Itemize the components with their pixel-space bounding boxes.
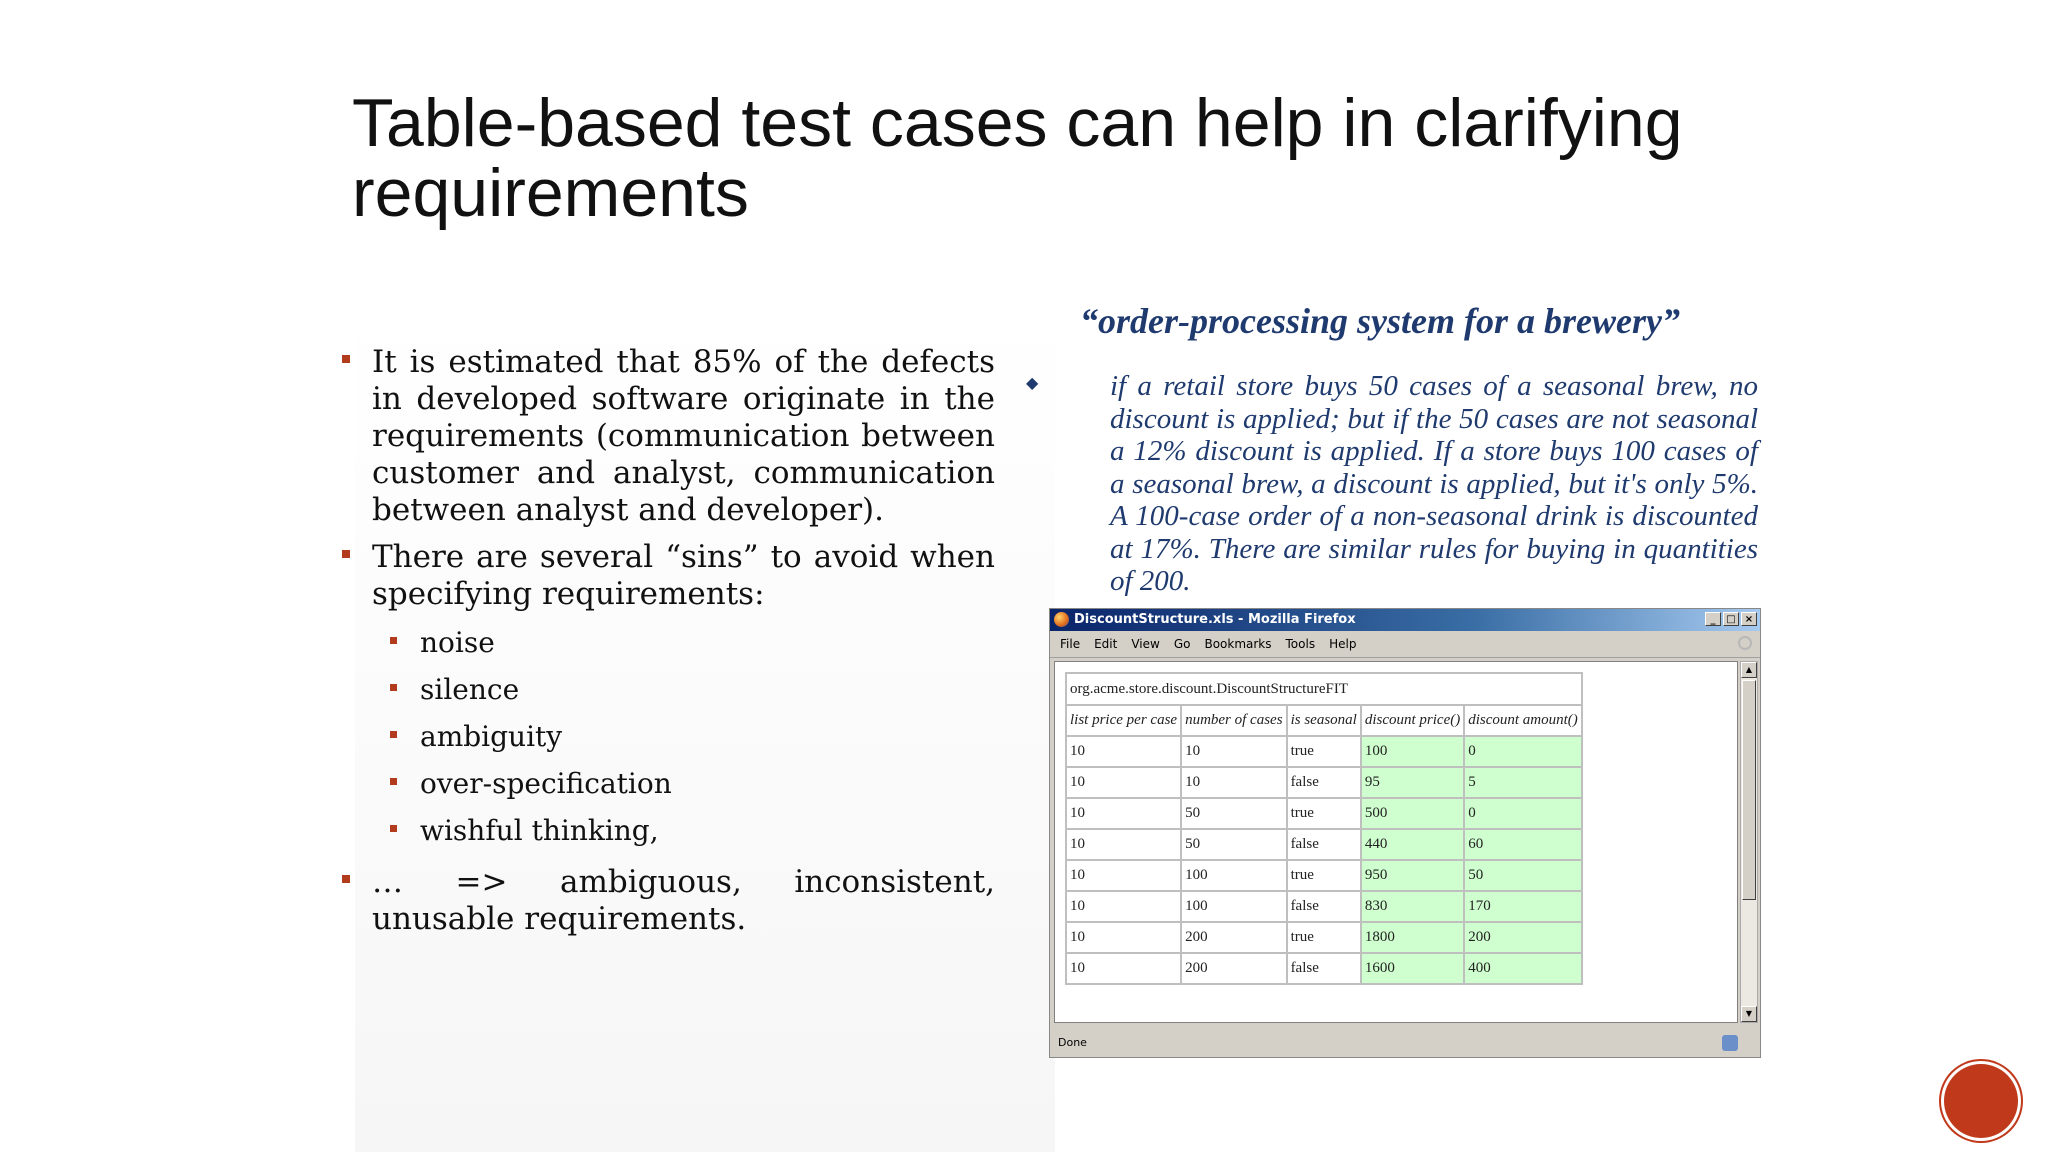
column-header: discount price() xyxy=(1361,705,1464,736)
table-row xyxy=(1066,829,1582,860)
pass-cell: 50 xyxy=(1464,860,1582,891)
bullet-list xyxy=(340,344,995,948)
cell: true xyxy=(1287,736,1361,767)
browser-titlebar[interactable] xyxy=(1050,609,1760,631)
throbber-icon xyxy=(1738,636,1752,650)
vertical-scrollbar[interactable] xyxy=(1740,661,1758,1023)
column-header: list price per case xyxy=(1066,705,1181,736)
table-header-row xyxy=(1066,705,1582,736)
firefox-icon xyxy=(1054,612,1069,627)
browser-statusbar xyxy=(1050,1029,1760,1057)
pass-cell: 1800 xyxy=(1361,922,1464,953)
pass-cell: 100 xyxy=(1361,736,1464,767)
bullet-sins xyxy=(340,539,995,854)
browser-menubar xyxy=(1050,631,1760,658)
bullet-defects-text: It is estimated that 85% of the defects in developed software originate in the requirements (communication between customer and analyst, communication between analyst and developer). xyxy=(372,344,995,528)
sin-item: ambiguity xyxy=(372,713,995,760)
sin-item: over-specification xyxy=(372,760,995,807)
cell: 200 xyxy=(1181,953,1287,984)
cell: true xyxy=(1287,922,1361,953)
cell: 200 xyxy=(1181,922,1287,953)
bullet-conclusion xyxy=(340,864,995,938)
pass-cell: 400 xyxy=(1464,953,1582,984)
table-row xyxy=(1066,922,1582,953)
sin-item: wishful thinking, xyxy=(372,807,995,854)
scroll-up-icon[interactable]: ▲ xyxy=(1741,662,1757,678)
browser-window xyxy=(1049,608,1761,1058)
cell: true xyxy=(1287,860,1361,891)
sin-item: silence xyxy=(372,666,995,713)
menu-view[interactable]: View xyxy=(1131,637,1160,651)
minimize-icon[interactable]: _ xyxy=(1705,612,1721,626)
pass-cell: 170 xyxy=(1464,891,1582,922)
menu-go[interactable]: Go xyxy=(1173,637,1191,651)
table-row xyxy=(1066,798,1582,829)
column-header: number of cases xyxy=(1181,705,1287,736)
scroll-thumb[interactable] xyxy=(1742,680,1756,900)
cell: true xyxy=(1287,798,1361,829)
fixture-name: org.acme.store.discount.DiscountStructureFIT xyxy=(1066,673,1582,705)
scroll-down-icon[interactable]: ▼ xyxy=(1741,1006,1757,1022)
brewery-subtitle: “order-processing system for a brewery” xyxy=(1080,301,1680,341)
pass-cell: 500 xyxy=(1361,798,1464,829)
browser-content xyxy=(1054,661,1738,1023)
cell: 100 xyxy=(1181,891,1287,922)
cell: 10 xyxy=(1066,953,1181,984)
close-icon[interactable]: × xyxy=(1741,612,1757,626)
sins-list xyxy=(372,619,995,854)
table-row xyxy=(1066,860,1582,891)
pass-cell: 5 xyxy=(1464,767,1582,798)
cell: 10 xyxy=(1066,736,1181,767)
pass-cell: 95 xyxy=(1361,767,1464,798)
fit-table xyxy=(1065,672,1583,985)
menu-help[interactable]: Help xyxy=(1329,637,1357,651)
table-row xyxy=(1066,767,1582,798)
pass-cell: 950 xyxy=(1361,860,1464,891)
menu-bookmarks[interactable]: Bookmarks xyxy=(1204,637,1272,651)
cell: 10 xyxy=(1066,798,1181,829)
menu-tools[interactable]: Tools xyxy=(1285,637,1316,651)
cell: 100 xyxy=(1181,860,1287,891)
cell: false xyxy=(1287,953,1361,984)
menu-edit[interactable]: Edit xyxy=(1094,637,1118,651)
table-row xyxy=(1066,891,1582,922)
diamond-bullet-icon: ◆ xyxy=(1026,373,1039,392)
cell: 50 xyxy=(1181,829,1287,860)
table-row xyxy=(1066,953,1582,984)
column-header: discount amount() xyxy=(1464,705,1582,736)
pass-cell: 830 xyxy=(1361,891,1464,922)
window-controls xyxy=(1705,612,1757,626)
pass-cell: 60 xyxy=(1464,829,1582,860)
table-row xyxy=(1066,736,1582,767)
browser-title: DiscountStructure.xls - Mozilla Firefox xyxy=(1074,612,1356,627)
cell: 10 xyxy=(1066,860,1181,891)
pass-cell: 440 xyxy=(1361,829,1464,860)
status-text: Done xyxy=(1058,1036,1087,1049)
cell: false xyxy=(1287,767,1361,798)
presentation-logo-icon xyxy=(1944,1064,2018,1138)
cell: false xyxy=(1287,829,1361,860)
cell: 10 xyxy=(1181,767,1287,798)
cell: 10 xyxy=(1066,922,1181,953)
sin-item: noise xyxy=(372,619,995,666)
brewery-requirements-quote: if a retail store buys 50 cases of a seasonal brew, no discount is applied; but if the 50 cases are not seasonal a 12% discount is applied. If a store buys 100 cases of a seasonal brew, a discount is applied, but it's only 5%. A 100-case order of a non-seasonal drink is discounted at 17%. There are similar rules for buying in quantities of 200. xyxy=(1110,370,1758,597)
connection-status-icon xyxy=(1722,1035,1738,1051)
pass-cell: 0 xyxy=(1464,736,1582,767)
menu-file[interactable]: File xyxy=(1060,637,1081,651)
pass-cell: 200 xyxy=(1464,922,1582,953)
maximize-icon[interactable]: □ xyxy=(1723,612,1739,626)
cell: 10 xyxy=(1066,767,1181,798)
slide-title: Table-based test cases can help in clarifying requirements xyxy=(352,85,1683,231)
cell: 50 xyxy=(1181,798,1287,829)
cell: 10 xyxy=(1066,829,1181,860)
cell: 10 xyxy=(1181,736,1287,767)
pass-cell: 1600 xyxy=(1361,953,1464,984)
bullet-conclusion-text: … => ambiguous, inconsistent, unusable requirements. xyxy=(372,864,995,937)
bullet-sins-text: There are several “sins” to avoid when specifying requirements: xyxy=(372,539,995,612)
pass-cell: 0 xyxy=(1464,798,1582,829)
column-header: is seasonal xyxy=(1287,705,1361,736)
cell: false xyxy=(1287,891,1361,922)
bullet-defects xyxy=(340,344,995,529)
cell: 10 xyxy=(1066,891,1181,922)
